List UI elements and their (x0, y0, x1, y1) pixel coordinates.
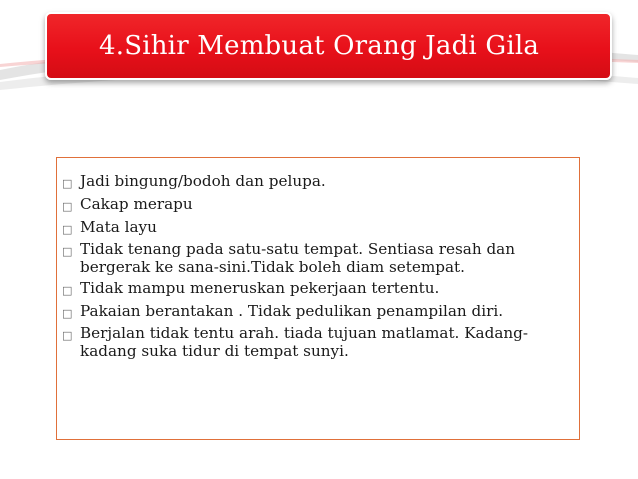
slide-title: 4.Sihir Membuat Orang Jadi Gila (99, 31, 540, 61)
list-item (62, 280, 572, 300)
bullet-text: Jadi bingung/bodoh dan pelupa. (80, 172, 326, 190)
list-item (62, 241, 572, 276)
list-item (62, 173, 572, 193)
title-banner (45, 12, 612, 80)
list-item (62, 325, 572, 360)
bullet-list (62, 173, 572, 364)
bullet-square-icon: □ (62, 283, 73, 297)
list-item (62, 303, 572, 323)
bullet-text: Tidak mampu meneruskan pekerjaan tertentu. (80, 278, 440, 297)
list-item (62, 196, 572, 216)
bullet-square-icon: □ (62, 329, 73, 343)
bullet-text: Tidak tenang pada satu-satu tempat. Sentiasa resah dan bergerak ke sana-sini.Tidak boleh diam setempat. (80, 240, 516, 276)
bullet-text: Cakap merapu (80, 194, 193, 213)
bullet-square-icon: □ (62, 306, 73, 320)
bullet-square-icon: □ (62, 199, 73, 213)
list-item (62, 219, 572, 239)
bullet-text: Pakaian berantakan . Tidak pedulikan penampilan diri. (80, 301, 504, 320)
bullet-text: Mata layu (80, 217, 157, 236)
bullet-square-icon: □ (62, 177, 73, 190)
bullet-text: Berjalan tidak tentu arah. tiada tujuan matlamat. Kadang-kadang suka tidur di tempat sunyi. (80, 324, 529, 360)
bullet-square-icon: □ (62, 222, 73, 236)
bullet-square-icon: □ (62, 245, 73, 259)
